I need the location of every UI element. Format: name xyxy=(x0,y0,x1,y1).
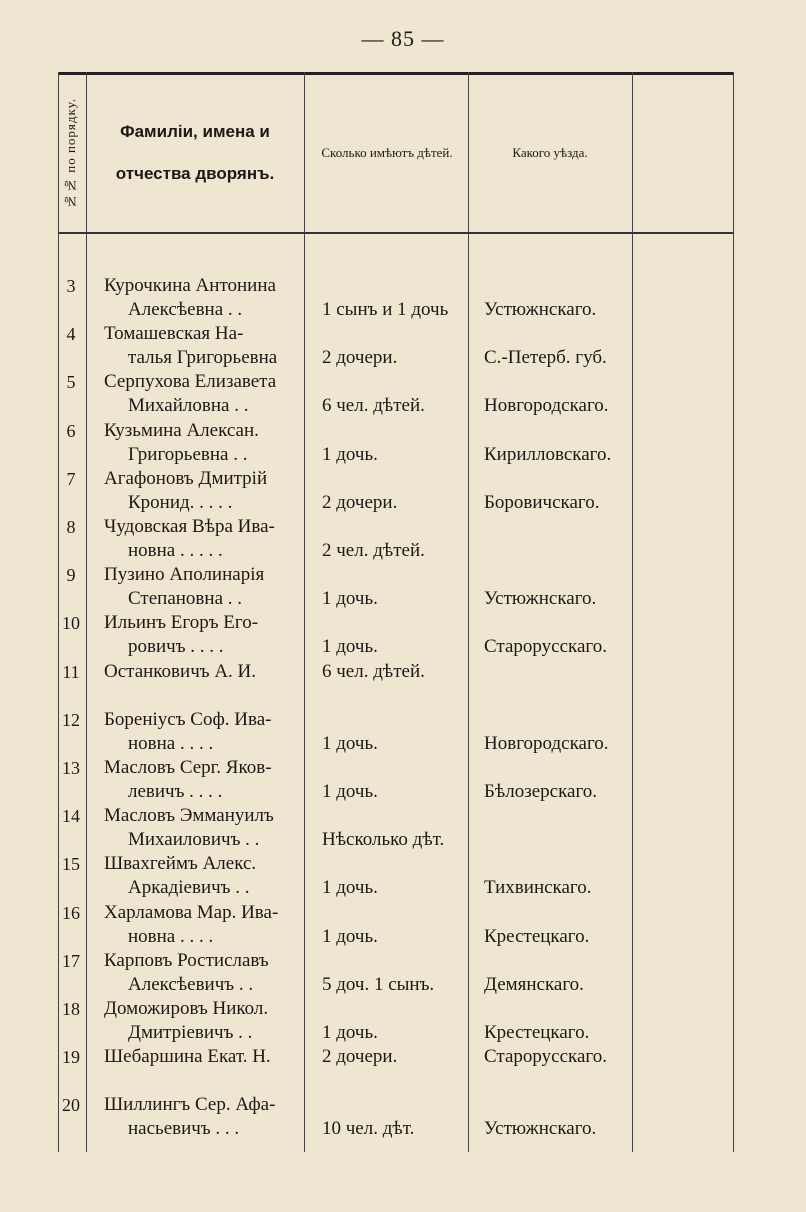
row-district: Устюжнскаго. xyxy=(484,1118,597,1140)
row-district: Новгородскаго. xyxy=(484,732,609,754)
row-number: 15 xyxy=(62,854,80,875)
row-name-line2: Григорьевна . . xyxy=(128,443,248,465)
row-name-line2: Аркадіевичъ . . xyxy=(128,877,250,899)
header-number: №№ по порядку. xyxy=(63,97,78,209)
table-row xyxy=(58,611,734,659)
row-name-line2: Михайловна . . xyxy=(128,395,249,417)
row-number: 4 xyxy=(66,324,76,345)
row-district: Старорусскаго. xyxy=(484,1046,607,1068)
table-row xyxy=(58,274,734,322)
row-children: 6 чел. дѣтей. xyxy=(322,395,425,417)
row-name-line1: Томашевская На- xyxy=(104,323,244,345)
row-district: Кирилловскаго. xyxy=(484,443,612,465)
table-row xyxy=(58,708,734,756)
row-name-line1: Курочкина Антонина xyxy=(104,275,276,296)
row-number: 5 xyxy=(66,372,76,393)
table-row xyxy=(58,804,734,852)
header-bottom-rule xyxy=(58,232,734,234)
row-children: 1 дочь. xyxy=(322,588,378,610)
row-district: Устюжнскаго. xyxy=(484,299,597,320)
table-row xyxy=(58,419,734,467)
row-district: Тихвинскаго. xyxy=(484,877,592,899)
row-district: Крестецкаго. xyxy=(484,1022,590,1043)
table-row xyxy=(58,515,734,563)
header-district: Какого уѣзда. xyxy=(512,145,588,160)
table-row xyxy=(58,901,734,949)
row-number: 18 xyxy=(62,999,80,1019)
row-name-line1: Чудовская Вѣра Ива- xyxy=(104,516,275,537)
row-name-line1: Шебаршина Екат. Н. xyxy=(104,1046,271,1068)
row-number: 9 xyxy=(66,565,76,586)
table-row xyxy=(58,563,734,611)
row-name-line2: Михаиловичъ . . xyxy=(128,829,260,851)
row-number: 14 xyxy=(62,806,80,827)
row-district: С.-Петерб. губ. xyxy=(484,347,607,369)
row-name-line2: Дмитріевичъ . . xyxy=(128,1022,253,1043)
row-number: 12 xyxy=(62,709,80,730)
row-name-line2: насьевичъ . . . xyxy=(128,1118,240,1140)
row-number: 10 xyxy=(62,613,80,634)
row-name-line1: Ильинъ Егоръ Его- xyxy=(104,612,259,634)
row-district: Демянскаго. xyxy=(484,973,584,995)
row-number: 16 xyxy=(62,902,80,923)
row-name-line2: Алексѣевичъ . . xyxy=(128,973,254,995)
row-name-line1: Масловъ Эммануилъ xyxy=(104,805,274,827)
row-number: 17 xyxy=(62,950,80,971)
row-name-line1: Останковичъ А. И. xyxy=(104,660,257,682)
row-children: 2 дочери. xyxy=(322,347,398,369)
row-district: Боровичскаго. xyxy=(484,491,600,513)
row-name-line1: Карповъ Ростиславъ xyxy=(104,949,269,971)
row-children: 10 чел. дѣт. xyxy=(322,1118,415,1140)
row-children: 1 дочь. xyxy=(322,925,378,947)
row-children: 1 дочь. xyxy=(322,781,378,802)
row-number: 6 xyxy=(66,420,76,441)
nobility-table xyxy=(58,72,734,1152)
table-row xyxy=(58,322,734,370)
table-row xyxy=(58,1045,734,1093)
row-children: 1 сынъ и 1 дочь xyxy=(322,299,449,320)
row-name-line2: новна . . . . xyxy=(128,925,214,947)
row-children: 6 чел. дѣтей. xyxy=(322,660,425,682)
row-name-line2: Степановна . . xyxy=(128,588,242,610)
row-district: Бѣлозерскаго. xyxy=(484,781,598,802)
row-children: 1 дочь. xyxy=(322,877,378,899)
page-number: — 85 — xyxy=(361,26,445,51)
row-name-line1: Масловъ Серг. Яков- xyxy=(104,757,272,778)
row-name-line1: Шиллингъ Сер. Афа- xyxy=(104,1094,276,1116)
row-children: 5 доч. 1 сынъ. xyxy=(322,973,435,995)
row-children: Нѣсколько дѣт. xyxy=(322,829,445,851)
row-number: 11 xyxy=(62,661,80,682)
row-name-line1: Кузьмина Алексан. xyxy=(104,419,259,441)
header-name: Фамиліи, имена и отчества дворянъ. xyxy=(115,122,275,183)
row-district: Старорусскаго. xyxy=(484,636,607,658)
row-name-line1: Бореніусъ Соф. Ива- xyxy=(104,708,272,730)
row-name-line1: Агафоновъ Дмитрій xyxy=(104,467,268,489)
table-row xyxy=(58,1093,734,1141)
row-district: Устюжнскаго. xyxy=(484,588,597,610)
table-row xyxy=(58,660,734,708)
table-row xyxy=(58,997,734,1045)
row-name-line2: новна . . . . xyxy=(128,732,214,754)
row-children: 1 дочь. xyxy=(322,732,378,754)
row-district: Крестецкаго. xyxy=(484,925,590,947)
table-row xyxy=(58,756,734,804)
row-children: 2 дочери. xyxy=(322,491,398,513)
header-children: Сколько имѣютъ дѣтей. xyxy=(321,145,453,160)
row-children: 2 чел. дѣтей. xyxy=(322,540,425,561)
row-name-line1: Доможировъ Никол. xyxy=(104,998,269,1019)
table-row xyxy=(58,949,734,997)
row-number: 13 xyxy=(62,758,80,778)
row-name-line2: левичъ . . . . xyxy=(128,781,223,802)
row-name-line2: новна . . . . . xyxy=(128,540,223,561)
row-name-line1: Швахгеймъ Алекс. xyxy=(104,853,257,875)
table-row xyxy=(58,370,734,418)
row-name-line1: Пузино Аполинарія xyxy=(104,564,265,586)
row-name-line2: ровичъ . . . . xyxy=(128,636,224,658)
row-name-line2: Алексѣевна . . xyxy=(128,299,243,320)
row-children: 1 дочь. xyxy=(322,636,378,658)
row-number: 3 xyxy=(66,276,76,296)
row-children: 1 дочь. xyxy=(322,1022,378,1043)
row-name-line1: Серпухова Елизавета xyxy=(104,371,277,393)
row-name-line2: талья Григорьевна xyxy=(128,347,278,369)
row-name-line2: Кронид. . . . . xyxy=(128,491,233,513)
row-name-line1: Харламова Мар. Ива- xyxy=(104,901,279,923)
row-number: 7 xyxy=(66,468,76,489)
row-district: Новгородскаго. xyxy=(484,395,609,417)
table-row xyxy=(58,467,734,515)
table-row xyxy=(58,852,734,900)
row-number: 20 xyxy=(62,1095,80,1116)
row-number: 8 xyxy=(66,517,76,537)
row-number: 19 xyxy=(62,1047,80,1068)
row-children: 2 дочери. xyxy=(322,1046,398,1068)
row-children: 1 дочь. xyxy=(322,443,378,465)
